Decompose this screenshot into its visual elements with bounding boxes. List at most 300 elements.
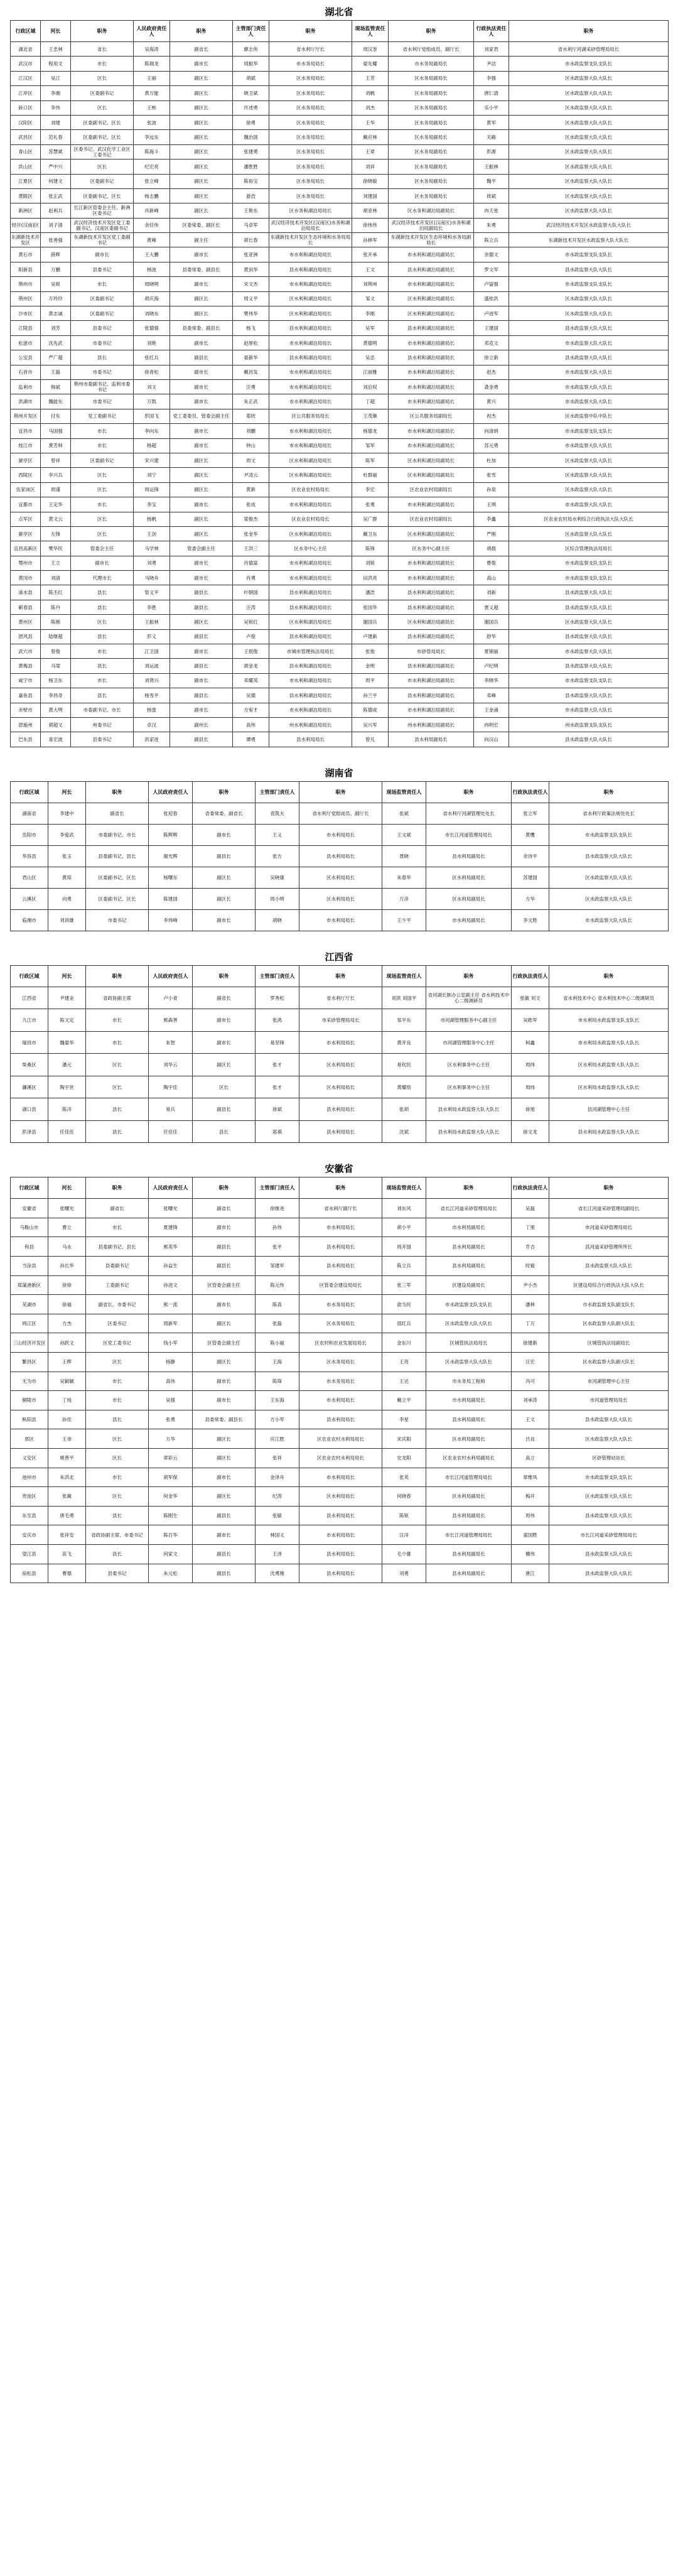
government-title-cell: 副区长 [193, 1314, 256, 1333]
department-responsible-cell: 孙伟 [256, 1218, 299, 1237]
department-title-cell: 区水利和湖泊局局长 [269, 453, 352, 467]
column-header: 职务 [549, 781, 669, 803]
river-chief-cell: 丁纯 [48, 1391, 86, 1410]
river-chief-title-cell: 区长 [86, 1353, 149, 1372]
river-chief-title-cell: 区长 [86, 1054, 149, 1076]
table-row [11, 42, 669, 57]
government-title-cell: 副市长 [170, 365, 233, 379]
column-header: 人民政府责任人 [134, 21, 170, 42]
site-supervisor-cell: 吴军 [352, 321, 389, 335]
government-title-cell: 副区长 [193, 1487, 256, 1507]
region-cell: 团风县 [11, 629, 41, 644]
river-chief-title-cell: 区长 [71, 160, 134, 174]
department-title-cell: 市水利和湖泊局局长 [269, 556, 352, 570]
government-title-cell: 副县长 [170, 732, 233, 747]
river-chief-title-cell: 省政协副主席、市委书记 [86, 1525, 149, 1545]
law-enforcement-cell: 胡晨 [474, 541, 509, 556]
river-chief-cell: 陶宇世 [48, 1076, 86, 1098]
region-cell: 监利市 [11, 379, 41, 394]
river-chief-cell: 陈刚 [41, 615, 71, 629]
region-cell: 岳阳市 [11, 824, 48, 845]
section-gap [0, 1143, 678, 1161]
region-cell: 鄂州市 [11, 556, 41, 570]
department-responsible-cell: 郑欣 [233, 409, 269, 423]
department-responsible-cell: 张敏 [256, 1506, 299, 1525]
department-responsible-cell: 谭勇 [233, 732, 269, 747]
department-responsible-cell: 尹凌云 [233, 468, 269, 482]
department-responsible-cell: 晓卫斌 [233, 86, 269, 100]
site-supervisor-title-cell: 区水利事务中心主任 [426, 1054, 512, 1076]
river-chief-title-cell: 区长 [71, 71, 134, 85]
law-enforcement-title-cell: 县水政监察大队大队长 [549, 1564, 669, 1583]
region-cell: 青山区 [11, 144, 41, 159]
government-responsible-cell: 马学林 [134, 541, 170, 556]
government-responsible-cell: 朱元松 [149, 1564, 193, 1583]
river-chief-title-cell: 区长 [71, 615, 134, 629]
river-chief-title-cell: 市长 [86, 1372, 149, 1391]
government-title-cell: 副市长 [170, 673, 233, 688]
law-enforcement-title-cell: 区水政监察大队大队长 [509, 86, 669, 100]
government-responsible-cell: 陈召华 [149, 1525, 193, 1545]
law-enforcement-cell: 吴皓军 [512, 1009, 549, 1032]
government-title-cell: 区管委会副主任 [193, 1333, 256, 1353]
government-responsible-cell: 周新军 [149, 1314, 193, 1333]
law-enforcement-cell: 徐文龙 [512, 1120, 549, 1143]
table-row [11, 424, 669, 438]
law-enforcement-title-cell: 区水政监察大队副大队长 [549, 1353, 669, 1372]
government-responsible-cell: 张迎春 [149, 803, 193, 824]
department-responsible-cell: 戴昌发 [233, 365, 269, 379]
site-supervisor-title-cell: 市长江河道管理局局长 [426, 1525, 512, 1545]
river-chief-title-cell: 副省长 [86, 803, 149, 824]
table-row [11, 629, 669, 644]
river-chief-title-cell: 区长 [86, 1429, 149, 1449]
government-responsible-cell: 张波 [134, 115, 170, 129]
site-supervisor-title-cell: 县水利局副局长 [426, 1506, 512, 1525]
law-enforcement-cell: 冯可 [512, 1372, 549, 1391]
department-title-cell: 区水务局局长 [299, 1314, 382, 1333]
government-responsible-cell: 陈海斗 [134, 144, 170, 159]
site-supervisor-cell: 刘帆 [352, 86, 389, 100]
river-chief-title-cell: 武汉经济技术开发区党工委副书记、汉南区委副书记 [71, 218, 134, 232]
river-chief-cell: 张正武 [41, 188, 71, 203]
site-supervisor-title-cell: 区水务中心副主任 [389, 541, 474, 556]
table-row [11, 703, 669, 717]
department-title-cell: 区水务和湖泊局局长 [269, 203, 352, 218]
river-chief-title-cell: 市长 [86, 1218, 149, 1237]
site-supervisor-title-cell: 县水利局副局长 [426, 1544, 512, 1564]
column-header: 河长 [41, 21, 71, 42]
department-title-cell: 县水利局局长 [299, 1410, 382, 1429]
river-chief-title-cell: 市长 [71, 57, 134, 71]
region-cell: 咸宁市 [11, 673, 41, 688]
site-supervisor-cell: 万彦 [382, 888, 426, 909]
law-enforcement-title-cell: 区水政监察大队大队长 [509, 71, 669, 85]
department-responsible-cell: 沈勇刚 [256, 1564, 299, 1583]
law-enforcement-title-cell: 县水政监察大队大队长 [509, 350, 669, 365]
region-cell: 黄石市 [11, 247, 41, 262]
government-responsible-cell: 宋兴建 [134, 453, 170, 467]
table-row [11, 262, 669, 276]
law-enforcement-cell: 刘家君 [474, 42, 509, 57]
department-title-cell: 区水利和湖泊局局长 [269, 526, 352, 541]
river-chief-cell: 陈丹 [41, 600, 71, 614]
law-enforcement-cell: 方华 [512, 888, 549, 909]
law-enforcement-cell: 时毅 [512, 1257, 549, 1276]
column-header: 人民政府责任人 [149, 781, 193, 803]
column-header: 职务 [299, 1177, 382, 1199]
government-responsible-cell: 王彬 [134, 100, 170, 115]
table-row [11, 688, 669, 703]
department-title-cell: 区水利局局长 [299, 1487, 382, 1507]
site-supervisor-cell: 李星 [382, 1410, 426, 1429]
law-enforcement-title-cell: 区水政监察大队大队长 [509, 174, 669, 188]
river-chief-title-cell: 区委副书记 [71, 453, 134, 467]
government-title-cell: 副县长 [193, 1564, 256, 1583]
river-chief-cell: 张曙光 [48, 1199, 86, 1218]
department-responsible-cell: 张金华 [233, 526, 269, 541]
column-header: 河长 [48, 1177, 86, 1199]
government-title-cell: 副市长 [170, 57, 233, 71]
government-title-cell: 副市长 [170, 497, 233, 512]
government-responsible-cell: 杨志鹏 [134, 188, 170, 203]
table-header-row [11, 21, 669, 42]
river-chief-cell: 赵利兵 [41, 203, 71, 218]
river-chief-cell: 吴锐 [41, 277, 71, 291]
law-enforcement-title-cell: 县水政监察大队大队长 [549, 1410, 669, 1429]
river-chief-cell: 何建文 [41, 174, 71, 188]
river-chief-cell: 刘训雄 [48, 909, 86, 931]
region-cell: 湖北省 [11, 42, 41, 57]
column-header: 职务 [299, 781, 382, 803]
department-responsible-cell: 胡金龙 [233, 659, 269, 673]
river-chief-title-cell: 市长 [71, 497, 134, 512]
column-header: 主管部门责任人 [256, 781, 299, 803]
site-supervisor-title-cell: 市水利局副局长 [426, 909, 512, 931]
region-cell: 阳新县 [11, 262, 41, 276]
river-chief-cell: 张祥安 [48, 1525, 86, 1545]
government-responsible-cell: 夏建锋 [149, 1218, 193, 1237]
law-enforcement-title-cell: 区水政监察大队大队长 [509, 306, 669, 321]
government-title-cell: 县委常委、副县长 [170, 262, 233, 276]
law-enforcement-cell: 黄兴 [474, 394, 509, 409]
river-chief-title-cell: 区长 [71, 482, 134, 497]
site-supervisor-title-cell: 市水利和湖泊局副局长 [389, 335, 474, 350]
river-chief-cell: 万玲玲 [41, 291, 71, 306]
river-chief-cell: 马永 [48, 1237, 86, 1257]
government-responsible-cell: 何金华 [149, 1487, 193, 1507]
region-cell: 恩施州 [11, 717, 41, 732]
site-supervisor-cell: 刘东风 [382, 1199, 426, 1218]
law-enforcement-cell: 张敏 刘文 [512, 987, 549, 1009]
law-enforcement-title-cell: 市水政监察大队大队长 [509, 335, 669, 350]
river-chief-title-cell: 县长 [86, 1506, 149, 1525]
site-supervisor-title-cell: 市水利和湖泊局副局长 [389, 556, 474, 570]
river-chief-cell: 李爱武 [48, 824, 86, 845]
table-row [11, 365, 669, 379]
table-row [11, 1525, 669, 1545]
table-row [11, 1257, 669, 1276]
law-enforcement-cell: 卢富强 [474, 277, 509, 291]
department-title-cell: 市水利局局长 [299, 824, 382, 845]
government-title-cell: 副区长 [170, 453, 233, 467]
site-supervisor-title-cell: 区水利局副局长 [426, 1487, 512, 1507]
site-supervisor-title-cell: 县水利和湖泊局副局长 [389, 262, 474, 276]
site-supervisor-cell: 张俊 [352, 644, 389, 659]
government-responsible-cell: 万华 [149, 1429, 193, 1449]
government-responsible-cell: 纪宏亮 [134, 160, 170, 174]
law-enforcement-cell: 舒华 [474, 629, 509, 644]
law-enforcement-title-cell: 市水政监察支队支队长 [509, 556, 669, 570]
region-cell: 宜昌市 [11, 424, 41, 438]
region-cell: 江西省 [11, 987, 48, 1009]
table-row [11, 717, 669, 732]
government-responsible-cell: 张红兵 [134, 350, 170, 365]
site-supervisor-title-cell: 县水利局副局长 [426, 845, 512, 867]
government-responsible-cell: 黄峰 [134, 233, 170, 247]
region-cell: 无为市 [11, 1372, 48, 1391]
law-enforcement-title-cell: 区水政监察大队大队长 [549, 867, 669, 888]
department-responsible-cell: 方宥才 [233, 703, 269, 717]
table-row [11, 673, 669, 688]
site-supervisor-cell: 晏先耀 [352, 57, 389, 71]
river-chief-cell: 刘建 [41, 115, 71, 129]
river-chief-cell: 薛辉 [41, 247, 71, 262]
government-title-cell: 副市长 [193, 1525, 256, 1545]
site-supervisor-title-cell: 县水利和湖泊局副局长 [389, 585, 474, 600]
government-title-cell: 副区长 [170, 306, 233, 321]
river-chief-cell: 李伟 [41, 100, 71, 115]
department-responsible-cell: 周振华 [233, 57, 269, 71]
department-responsible-cell: 易坚锋 [256, 1031, 299, 1054]
government-title-cell: 区委常委、副区长 [170, 218, 233, 232]
government-title-cell: 副区长 [170, 482, 233, 497]
government-title-cell: 副省长 [193, 1199, 256, 1218]
government-title-cell: 副县长 [193, 1506, 256, 1525]
river-chief-title-cell: 县长 [71, 600, 134, 614]
column-header: 职务 [426, 1177, 512, 1199]
government-title-cell: 副区长 [193, 1054, 256, 1076]
region-cell: 武穴市 [11, 644, 41, 659]
column-header: 主管部门责任人 [256, 1177, 299, 1199]
site-supervisor-cell: 王亮 [382, 1353, 426, 1372]
law-enforcement-title-cell: 市水政监察大队大队长 [509, 438, 669, 453]
government-responsible-cell: 周运锋 [134, 482, 170, 497]
column-header: 职务 [269, 21, 352, 42]
government-title-cell: 副市长 [170, 438, 233, 453]
government-title-cell: 副区长 [170, 174, 233, 188]
law-enforcement-title-cell: 区建设局综合行政执法大队大队长 [549, 1275, 669, 1295]
site-supervisor-cell: 戴卫东 [352, 526, 389, 541]
government-responsible-cell: 杨雷 [134, 703, 170, 717]
law-enforcement-cell: 吴磊 [512, 1199, 549, 1218]
site-supervisor-title-cell: 区水政监察大队大队长 [426, 1353, 512, 1372]
government-responsible-cell: 钱小军 [149, 1333, 193, 1353]
site-supervisor-cell: 刘建国 [352, 188, 389, 203]
river-chief-title-cell: 区长 [86, 1076, 149, 1098]
department-title-cell: 市水利局局长 [299, 1468, 382, 1487]
government-title-cell: 副区长 [170, 512, 233, 526]
site-supervisor-title-cell: 县水利局水政监察大队大队长 [426, 1120, 512, 1143]
government-responsible-cell: 肖新峰 [134, 203, 170, 218]
river-chief-title-cell: 县长 [71, 585, 134, 600]
law-enforcement-cell: 魏平 [474, 174, 509, 188]
department-responsible-cell: 罗秀松 [256, 987, 299, 1009]
department-responsible-cell: 吴德 [233, 688, 269, 703]
government-title-cell: 副市长 [193, 824, 256, 845]
law-enforcement-cell: 卢进军 [474, 306, 509, 321]
department-responsible-cell: 徐斌 [256, 1098, 299, 1121]
table-header-row [11, 1177, 669, 1199]
government-responsible-cell: 张立峰 [134, 174, 170, 188]
region-cell: 东至县 [11, 1506, 48, 1525]
department-title-cell: 县水利局局长 [299, 1506, 382, 1525]
river-chief-cell: 马国强 [41, 424, 71, 438]
column-header: 行政区域 [11, 1177, 48, 1199]
government-title-cell: 副市长 [170, 556, 233, 570]
table-row [11, 585, 669, 600]
roster-table-jiangxi [10, 965, 669, 1144]
site-supervisor-title-cell: 县水利和湖泊局副局长 [389, 600, 474, 614]
river-chief-title-cell: 市长 [86, 1468, 149, 1487]
site-supervisor-title-cell: 市河湖管理服务中心副主任 [426, 1009, 512, 1032]
site-supervisor-title-cell: 市水利和湖泊局副局长 [389, 277, 474, 291]
site-supervisor-title-cell: 市水利局副局长 [426, 1391, 512, 1410]
law-enforcement-cell: 唐仁清 [474, 86, 509, 100]
site-supervisor-cell: 刘祥 [352, 160, 389, 174]
region-cell: 荆州开发区 [11, 409, 41, 423]
department-responsible-cell: 肖勇 [233, 571, 269, 585]
department-responsible-cell: 张才 [256, 1076, 299, 1098]
site-supervisor-cell: 易钦民 [382, 1054, 426, 1076]
law-enforcement-title-cell: 市水政监察大队大队长 [509, 644, 669, 659]
column-header: 行政区域 [11, 21, 41, 42]
department-title-cell: 县水利局局长 [269, 732, 352, 747]
government-title-cell: 副市长 [193, 1391, 256, 1410]
roster-table-hunan [10, 781, 669, 931]
river-chief-title-cell: 工委副书记 [86, 1275, 149, 1295]
government-responsible-cell: 胡庆海 [134, 291, 170, 306]
region-cell: 蕲春县 [11, 600, 41, 614]
department-title-cell: 县水利和湖泊局局长 [269, 321, 352, 335]
river-chief-title-cell: 东湖新技术开发区党工委副书记 [71, 233, 134, 247]
river-chief-title-cell: 县长 [71, 629, 134, 644]
site-supervisor-cell: 邹平东 [382, 1009, 426, 1032]
table-row [11, 482, 669, 497]
law-enforcement-cell: 徐立新 [474, 350, 509, 365]
river-chief-cell: 陈丕红 [41, 585, 71, 600]
law-enforcement-cell: 李文胜 [512, 909, 549, 931]
river-chief-cell: 李湘 [41, 86, 71, 100]
law-enforcement-cell: 汪宏 [512, 1353, 549, 1372]
table-row [11, 203, 669, 218]
river-chief-title-cell: 区长 [86, 1487, 149, 1507]
site-supervisor-title-cell: 区水务局副局长 [389, 144, 474, 159]
site-supervisor-title-cell: 省水利厅河湖管理处处长 [426, 803, 512, 824]
department-title-cell: 县水利和湖泊局局长 [269, 350, 352, 365]
government-title-cell: 副市长 [170, 703, 233, 717]
site-supervisor-title-cell: 县水利局副局长 [426, 1257, 512, 1276]
law-enforcement-title-cell: 县河湖管理中心主任 [549, 1098, 669, 1121]
department-responsible-cell: 王泽 [256, 1544, 299, 1564]
site-supervisor-cell: 张开承 [352, 247, 389, 262]
law-enforcement-cell: 贾义超 [474, 600, 509, 614]
law-enforcement-title-cell: 武汉经济技术开发区水政监察大队大队长 [509, 218, 669, 232]
site-supervisor-title-cell: 区水利局副局长 [426, 867, 512, 888]
region-cell: 池州市 [11, 1468, 48, 1487]
department-responsible-cell: 林国义 [256, 1525, 299, 1545]
site-supervisor-title-cell: 州水利和湖泊局副局长 [389, 717, 474, 732]
site-supervisor-cell: 田洪亮 [352, 571, 389, 585]
province-title-jiangxi: 江西省 [325, 951, 353, 963]
government-title-cell: 副主任 [170, 233, 233, 247]
site-supervisor-cell: 黄耀悟 [382, 1076, 426, 1098]
table-row [11, 1199, 669, 1218]
department-title-cell: 县水利和湖泊局局长 [269, 659, 352, 673]
department-title-cell: 区水利和湖泊局局长 [269, 468, 352, 482]
table-row [11, 659, 669, 673]
government-responsible-cell: 熊英华 [149, 1237, 193, 1257]
government-responsible-cell: 万凯 [134, 394, 170, 409]
government-responsible-cell: 杨雪平 [134, 688, 170, 703]
column-header: 职务 [193, 1177, 256, 1199]
site-supervisor-cell: 王章 [352, 144, 389, 159]
river-chief-title-cell: 市委副书记、市长 [71, 703, 134, 717]
table-row [11, 845, 669, 867]
department-title-cell: 市水利局局长 [299, 1031, 382, 1054]
site-supervisor-cell: 刘洪 刘国平 [382, 987, 426, 1009]
river-chief-title-cell: 长江新区管委会主任、新洲区委书记 [71, 203, 134, 218]
law-enforcement-title-cell: 区水政监察大队大队长 [509, 115, 669, 129]
law-enforcement-cell: 檀伟 [512, 1544, 549, 1564]
government-responsible-cell: 陈辉辉 [149, 824, 193, 845]
department-responsible-cell: 周义平 [233, 291, 269, 306]
law-enforcement-title-cell: 区水政监察大队大队长 [549, 888, 669, 909]
department-responsible-cell: 张成 [233, 497, 269, 512]
column-header: 主管部门责任人 [233, 21, 269, 42]
government-responsible-cell: 章彩云 [149, 1448, 193, 1468]
region-cell: 浠水县 [11, 585, 41, 600]
government-responsible-cell: 卓汉 [134, 717, 170, 732]
site-supervisor-title-cell: 市长江河道管理局局长 [426, 824, 512, 845]
government-responsible-cell: 马晓舟 [134, 571, 170, 585]
river-chief-title-cell: 区党工委书记 [86, 1333, 149, 1353]
law-enforcement-title-cell: 市水政监察大队大队长 [509, 497, 669, 512]
law-enforcement-cell: 向清炳 [474, 424, 509, 438]
site-supervisor-title-cell: 区水利局副局长 [426, 1429, 512, 1449]
government-title-cell: 副区长 [193, 1429, 256, 1449]
river-chief-title-cell: 区长 [71, 468, 134, 482]
region-cell: 洪山区 [11, 160, 41, 174]
river-chief-cell: 曹立 [48, 1218, 86, 1237]
law-enforcement-cell: 彭源 [474, 144, 509, 159]
region-cell: 黄梅县 [11, 659, 41, 673]
government-responsible-cell: 刘晓东 [134, 306, 170, 321]
department-title-cell: 区农业农村水利局局长 [299, 1429, 382, 1449]
table-row [11, 394, 669, 409]
government-title-cell: 副州长 [170, 717, 233, 732]
government-title-cell: 县委常委、副县长 [170, 321, 233, 335]
column-header: 人民政府责任人 [149, 1177, 193, 1199]
region-cell: 猇亭区 [11, 526, 41, 541]
river-chief-cell: 孙跃文 [48, 1333, 86, 1353]
river-chief-cell: 黄琼 [48, 867, 86, 888]
column-header: 行政区域 [11, 781, 48, 803]
river-chief-title-cell: 市长 [71, 673, 134, 688]
region-cell: 云溪区 [11, 888, 48, 909]
law-enforcement-cell: 黄鹰 [512, 824, 549, 845]
government-responsible-cell: 陶宇佳 [149, 1076, 193, 1098]
